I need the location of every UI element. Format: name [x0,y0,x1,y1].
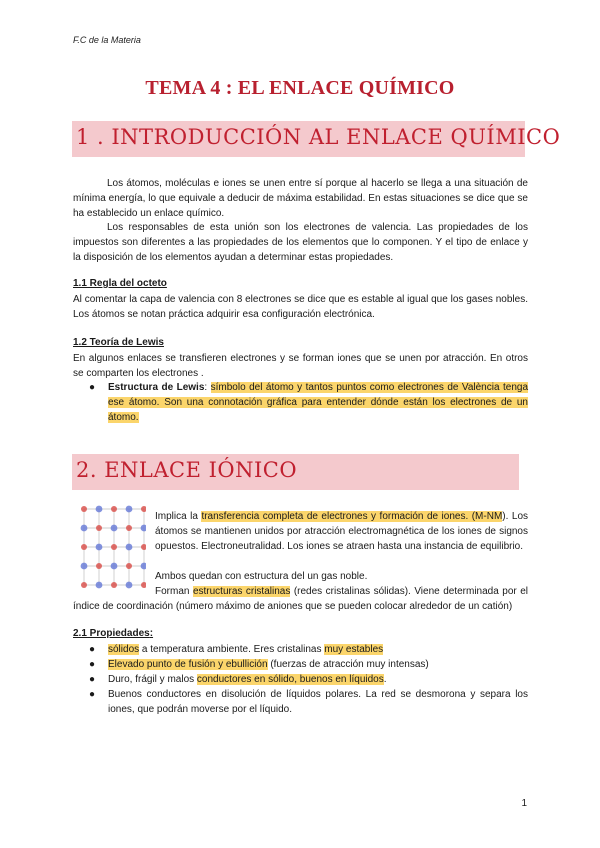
highlight: conductores en sólido, buenos en líquidos [196,674,384,685]
bullet-icon: ● [89,674,96,685]
anion-ion [126,544,133,551]
cation-ion [141,544,146,550]
cation-ion [141,506,146,512]
page-title: TEMA 4 : EL ENLACE QUÍMICO [145,77,455,99]
section2-paragraph-2: Ambos quedan con estructura del un gas noble. [155,571,368,582]
cation-ion [81,506,87,512]
cation-ion [111,506,117,512]
section1-band [72,121,561,157]
anion-ion [126,506,133,513]
highlight: muy estables [324,644,384,655]
anion-ion [111,525,118,532]
anion-ion [96,506,103,513]
list-item [73,687,528,717]
header-course: F.C de la Materia [73,35,141,45]
text-run: Duro, frágil y malos [108,674,197,685]
section1-heading: 1 . INTRODUCCIÓN AL ENLACE QUÍMICO [76,125,561,149]
cation-ion [96,563,102,569]
properties-colon: : [149,628,154,639]
text-run: ). Los átomos se mantienen unidos por atracción electromagnética de los iones de signos opuestos. Electroneutralidad. Los iones se atraen hasta una instancia de equilibrio. [155,511,529,552]
anion-ion [81,563,88,570]
section1-paragraph-2: Los responsables de esta unión son los electrones de valencia. Las propiedades de los impuestos son diferentes a las propiedades de los elementos que lo componen. Y el tipo de enlace y la disposición de los elementos ayudan a determinar estas propiedades. [73,222,528,263]
bullet-icon: ● [89,644,96,655]
list-item [73,672,528,687]
bullet-icon: ● [89,659,96,670]
ionic-lattice-illustration [78,503,146,591]
properties-title [73,628,153,639]
text-run: Buenos conductores en disolución de líquidos polares. La red se desmorona y separa los iones, que podrán moverse por el líquido. [108,689,528,715]
properties-title-text: 2.1 Propiedades [73,628,150,639]
text-run: (fuerzas de atracción muy intensas) [267,659,429,670]
section2-band [72,454,519,490]
anion-ion [141,563,146,570]
text-run: Implica la [155,511,202,522]
anion-ion [81,525,88,532]
text-run: Forman [155,586,193,597]
bullet-highlight: símbolo del átomo y tantos puntos como electrones de València tenga ese átomo. Son una connotación gráfica para entender dónde están los electrones de un átomo. [108,382,529,423]
section2-paragraph-1 [155,509,528,554]
bullet-icon: ● [89,382,96,393]
bullet-label: Estructura de Lewis [108,382,205,393]
anion-ion [111,563,118,570]
highlight: sólidos [108,644,140,655]
text-run: a temperatura ambiente. Eres cristalinas [139,644,325,655]
subsection-octet-title: 1.1 Regla del octeto [73,278,167,289]
subsection-octet-text: Al comentar la capa de valencia con 8 electrones se dice que es estable al igual que los gases nobles. Los átomos se notan práctica adquirir esa configuración electrónica. [73,294,528,320]
bullet-colon: : [204,382,211,393]
section2-paragraph-3 [73,584,528,614]
bullet-icon: ● [89,689,96,700]
list-item [73,380,528,425]
highlight: Elevado punto de fusión y ebullición [108,659,268,670]
text-run: . [383,674,387,685]
anion-ion [141,525,146,532]
cation-ion [126,525,132,531]
list-item [73,642,528,657]
subsection-lewis-text: En algunos enlaces se transfieren electrones y se forman iones que se unen por atracción. En otros se comparten los electrones . [73,353,528,379]
cation-ion [126,563,132,569]
properties-list [73,642,528,717]
list-item [73,657,528,672]
subsection-lewis-title: 1.2 Teoría de Lewis [73,337,164,348]
cation-ion [96,525,102,531]
section2-heading: 2. ENLACE IÓNICO [76,458,298,482]
lewis-bullet-list [73,380,528,425]
anion-ion [96,544,103,551]
cation-ion [81,544,87,550]
section1-paragraph-1: Los átomos, moléculas e iones se unen entre sí porque al hacerlo se llega a una situación de mínima energía, lo que equivale a deducir de máxima estabilidad. En estas situaciones se dice que se ha establecido un enlace químico. [73,178,528,219]
text-run: (redes cristalinas sólidas). Viene determinada por el índice de coordinación (número máximo de aniones que se pueden colocar alrededor de un catión) [73,586,528,612]
page-number: 1 [521,798,527,809]
cation-ion [111,544,117,550]
highlight-crystal: estructuras cristalinas [192,586,291,597]
highlight-transfer: transferencia completa de electrones y formación de iones. (M-NM [201,511,503,522]
